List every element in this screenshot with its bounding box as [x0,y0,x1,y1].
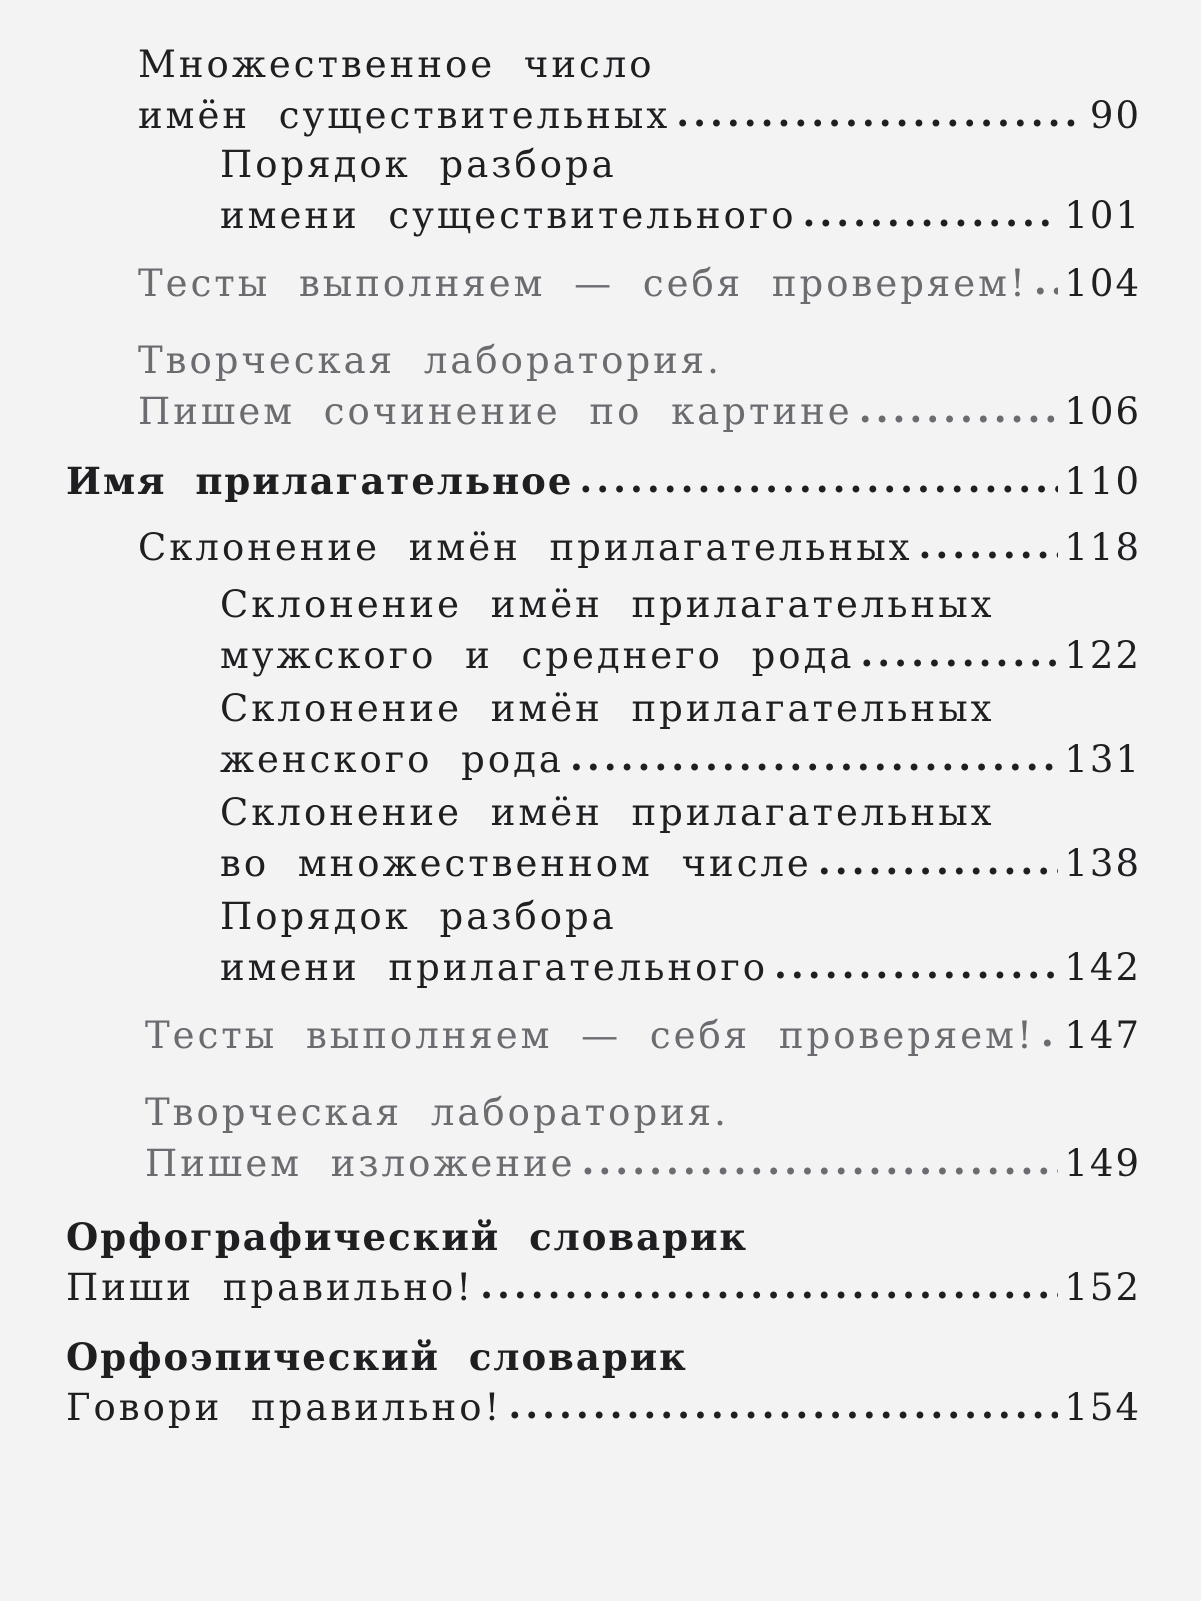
dot-leader [579,454,1058,504]
page-number: 90 [1089,94,1141,137]
toc-section-heading [66,456,1141,507]
toc-appendix-heading: Орфоэпический словарик [66,1335,688,1379]
dot-leader [919,520,1059,570]
page-number: 152 [1064,1266,1141,1309]
toc-entry-title: Тесты выполняем — себя проверяем! [145,1014,1035,1057]
toc-entry-title-cont: Пиши правильно! [66,1266,475,1309]
page-number: 110 [1064,460,1141,503]
dot-leader [676,88,1084,138]
toc-appendix-heading: Орфографический словарик [66,1215,749,1259]
page-number: 147 [1064,1014,1141,1057]
toc-entry [220,580,1141,681]
toc-entry [145,1088,1141,1189]
toc-entry-title: Склонение имён прилагательных [220,583,995,626]
toc-entry-title-cont: женского рода [220,738,564,781]
page-number: 118 [1064,526,1141,569]
toc-entry [138,522,1141,573]
dot-leader [803,188,1059,238]
toc-entry [220,684,1141,785]
page-number: 149 [1064,1142,1141,1185]
toc-entry [220,788,1141,889]
page-number: 154 [1064,1386,1141,1429]
dot-leader [480,1260,1058,1310]
dot-leader [859,384,1059,434]
dot-leader [570,732,1058,782]
toc-entry [145,1010,1141,1061]
toc-entry-title-cont: мужского и среднего рода [220,634,855,677]
toc-entry-title-cont: имени существительного [220,194,797,237]
toc-entry-title: Порядок разбора [220,895,617,938]
toc-entry-title: Порядок разбора [220,143,617,186]
toc-entry [138,336,1141,437]
toc-appendix-entry [66,1332,1141,1433]
toc-entry-title: Склонение имён прилагательных [220,791,995,834]
toc-entry-title-cont: Говори правильно! [66,1386,503,1429]
toc-entry-title: Тесты выполняем — себя проверяем! [138,262,1028,305]
toc-entry-title-cont: во множественном числе [220,842,812,885]
dot-leader [1041,1008,1059,1058]
toc-entry-title: Творческая лаборатория. [145,1091,729,1134]
dot-leader [508,1380,1058,1430]
toc-entry-title-cont: имени прилагательного [220,946,769,989]
toc-appendix-entry [66,1212,1141,1313]
toc-entry [138,258,1141,309]
toc-entry-title: Склонение имён прилагательных [138,526,913,569]
page-number: 101 [1064,194,1141,237]
page-number: 138 [1064,842,1141,885]
toc-entry-title-cont: имён существительных [138,94,671,137]
page-number: 106 [1064,390,1141,433]
toc-entry-title: Творческая лаборатория. [138,339,722,382]
dot-leader [582,1136,1059,1186]
toc-entry [220,892,1141,993]
toc-entry-title: Склонение имён прилагательных [220,687,995,730]
page-number: 122 [1064,634,1141,677]
toc-entry-title-cont: Пишем изложение [145,1142,576,1185]
page-number: 104 [1064,262,1141,305]
toc-entry [220,140,1141,241]
toc-entry-title: Множественное число [138,43,655,86]
dot-leader [860,628,1058,678]
toc-entry-title: Имя прилагательное [66,459,574,503]
page-number: 131 [1064,738,1141,781]
dot-leader [1034,256,1059,306]
dot-leader [818,836,1059,886]
toc-entry [138,40,1141,141]
toc-entry-title-cont: Пишем сочинение по картине [138,390,853,433]
dot-leader [774,940,1058,990]
page-number: 142 [1064,946,1141,989]
